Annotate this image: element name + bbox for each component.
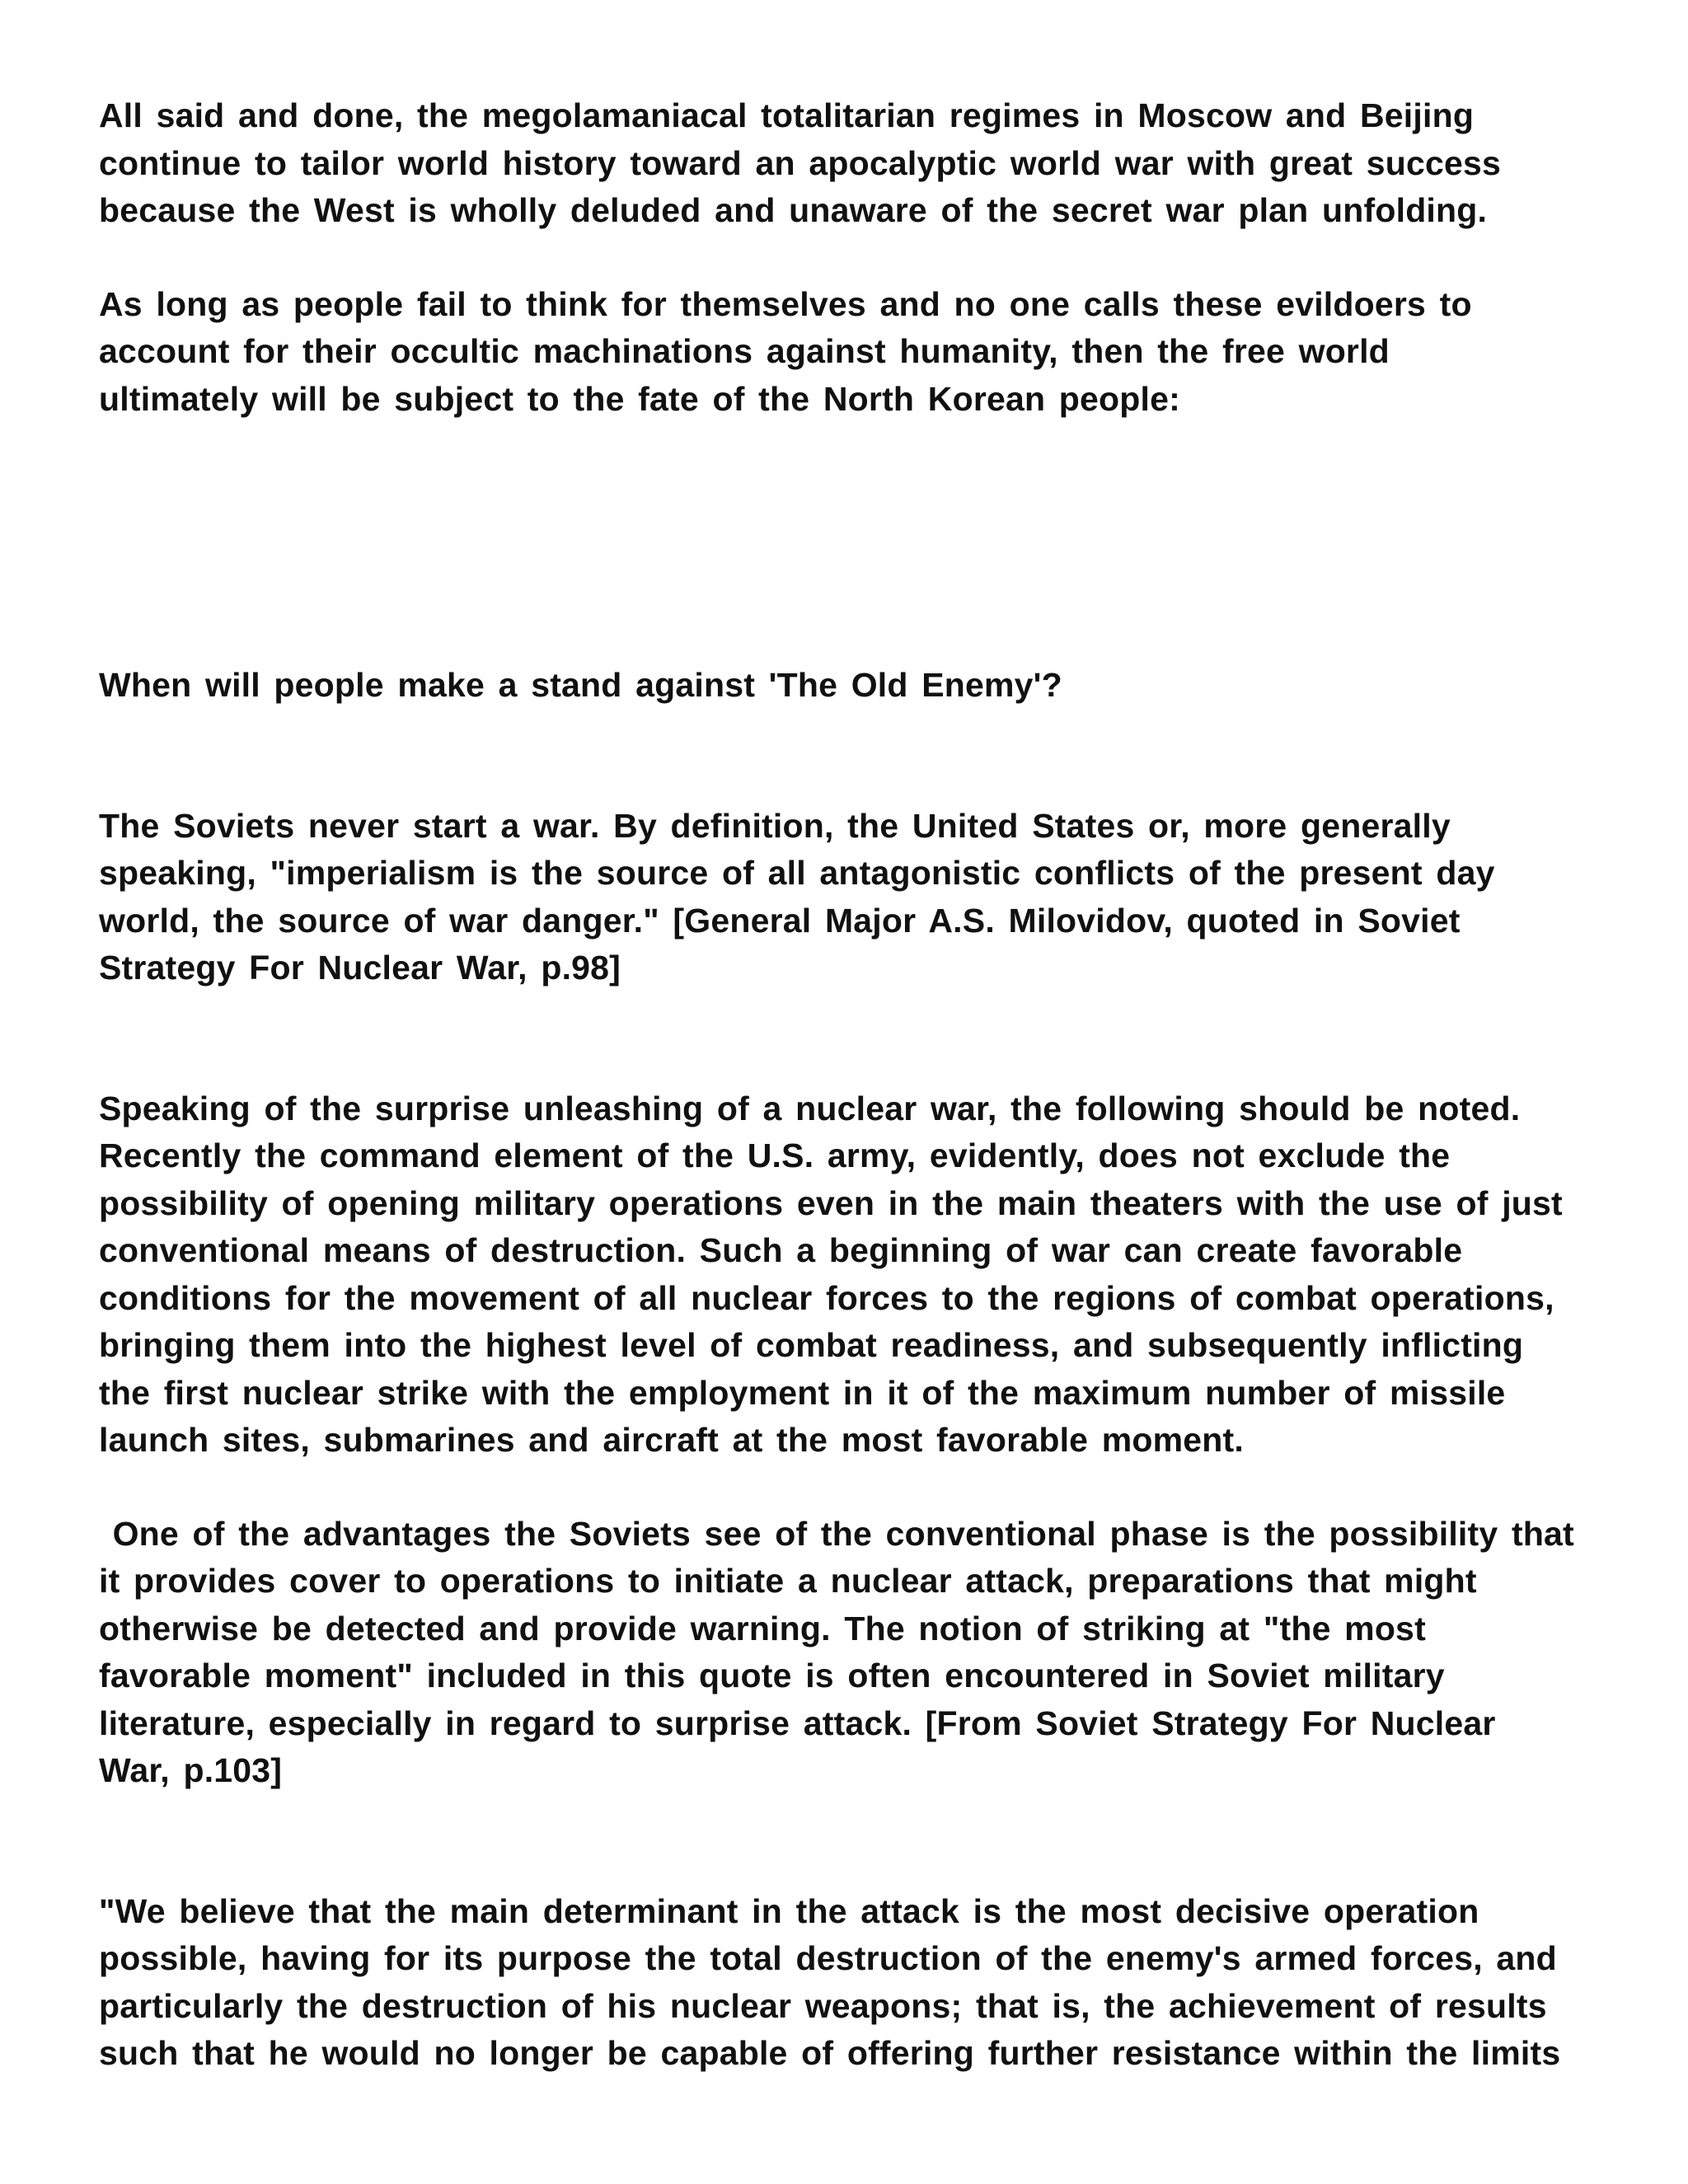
paragraph-surprise-unleashing bbox=[99, 1085, 1615, 1465]
paragraph-old-enemy-question bbox=[99, 662, 1615, 710]
text-line: When will people make a stand against 'The Old Enemy'? bbox=[99, 666, 1062, 704]
text-line: launch sites, submarines and aircraft at the most favorable moment. bbox=[99, 1421, 1244, 1459]
text-line: War, p.103] bbox=[99, 1751, 283, 1789]
paragraph-main-determinant-quote bbox=[99, 1888, 1615, 2078]
paragraph-think-for-themselves bbox=[99, 281, 1615, 424]
text-line: Strategy For Nuclear War, p.98] bbox=[99, 949, 621, 987]
text-line: ultimately will be subject to the fate of the North Korean people: bbox=[99, 379, 1180, 418]
text-line: conventional means of destruction. Such a beginning of war can create favorable bbox=[99, 1231, 1463, 1269]
text-line: One of the advantages the Soviets see of the conventional phase is the possibility that bbox=[99, 1514, 1574, 1553]
paragraph-regimes bbox=[99, 92, 1615, 235]
text-line: favorable moment" included in this quote is often encountered in Soviet military bbox=[99, 1657, 1445, 1694]
paragraph-conventional-phase bbox=[99, 1511, 1615, 1795]
text-line: otherwise be detected and provide warning. The notion of striking at "the most bbox=[99, 1609, 1426, 1647]
text-line: such that he would no longer be capable of offering further resistance within the limits bbox=[99, 2034, 1561, 2072]
text-line: As long as people fail to think for themselves and no one calls these evildoers to bbox=[99, 284, 1472, 323]
text-line: the first nuclear strike with the employment in it of the maximum number of missile bbox=[99, 1373, 1506, 1412]
document-page bbox=[99, 92, 1615, 2078]
text-line: account for their occultic machinations against humanity, then the free world bbox=[99, 332, 1390, 370]
text-line: it provides cover to operations to initiate a nuclear attack, preparations that might bbox=[99, 1562, 1477, 1600]
text-line: continue to tailor world history toward an apocalyptic world war with great success bbox=[99, 143, 1501, 182]
text-line: literature, especially in regard to surprise attack. [From Soviet Strategy For Nuclear bbox=[99, 1704, 1496, 1742]
text-line: possible, having for its purpose the total destruction of the enemy's armed forces, and bbox=[99, 1939, 1557, 1977]
text-line: possibility of opening military operations even in the main theaters with the use of just bbox=[99, 1183, 1563, 1222]
text-line: particularly the destruction of his nuclear weapons; that is, the achievement of results bbox=[99, 1986, 1547, 2025]
paragraph-soviets-never-start-war bbox=[99, 803, 1615, 992]
text-line: Recently the command element of the U.S. army, evidently, does not exclude the bbox=[99, 1137, 1451, 1174]
text-line: because the West is wholly deluded and unaware of the secret war plan unfolding. bbox=[99, 191, 1488, 229]
text-line: All said and done, the megolamaniacal totalitarian regimes in Moscow and Beijing bbox=[99, 96, 1475, 134]
text-line: world, the source of war danger." [General Major A.S. Milovidov, quoted in Soviet bbox=[99, 901, 1461, 940]
text-line: speaking, "imperialism is the source of all antagonistic conflicts of the present day bbox=[99, 854, 1495, 892]
text-line: "We believe that the main determinant in the attack is the most decisive operation bbox=[99, 1891, 1479, 1930]
text-line: The Soviets never start a war. By definition, the United States or, more generally bbox=[99, 806, 1451, 845]
text-line: bringing them into the highest level of combat readiness, and subsequently inflicting bbox=[99, 1326, 1524, 1364]
text-line: conditions for the movement of all nuclear forces to the regions of combat operations, bbox=[99, 1278, 1554, 1317]
text-line: Speaking of the surprise unleashing of a nuclear war, the following should be noted. bbox=[99, 1089, 1521, 1127]
